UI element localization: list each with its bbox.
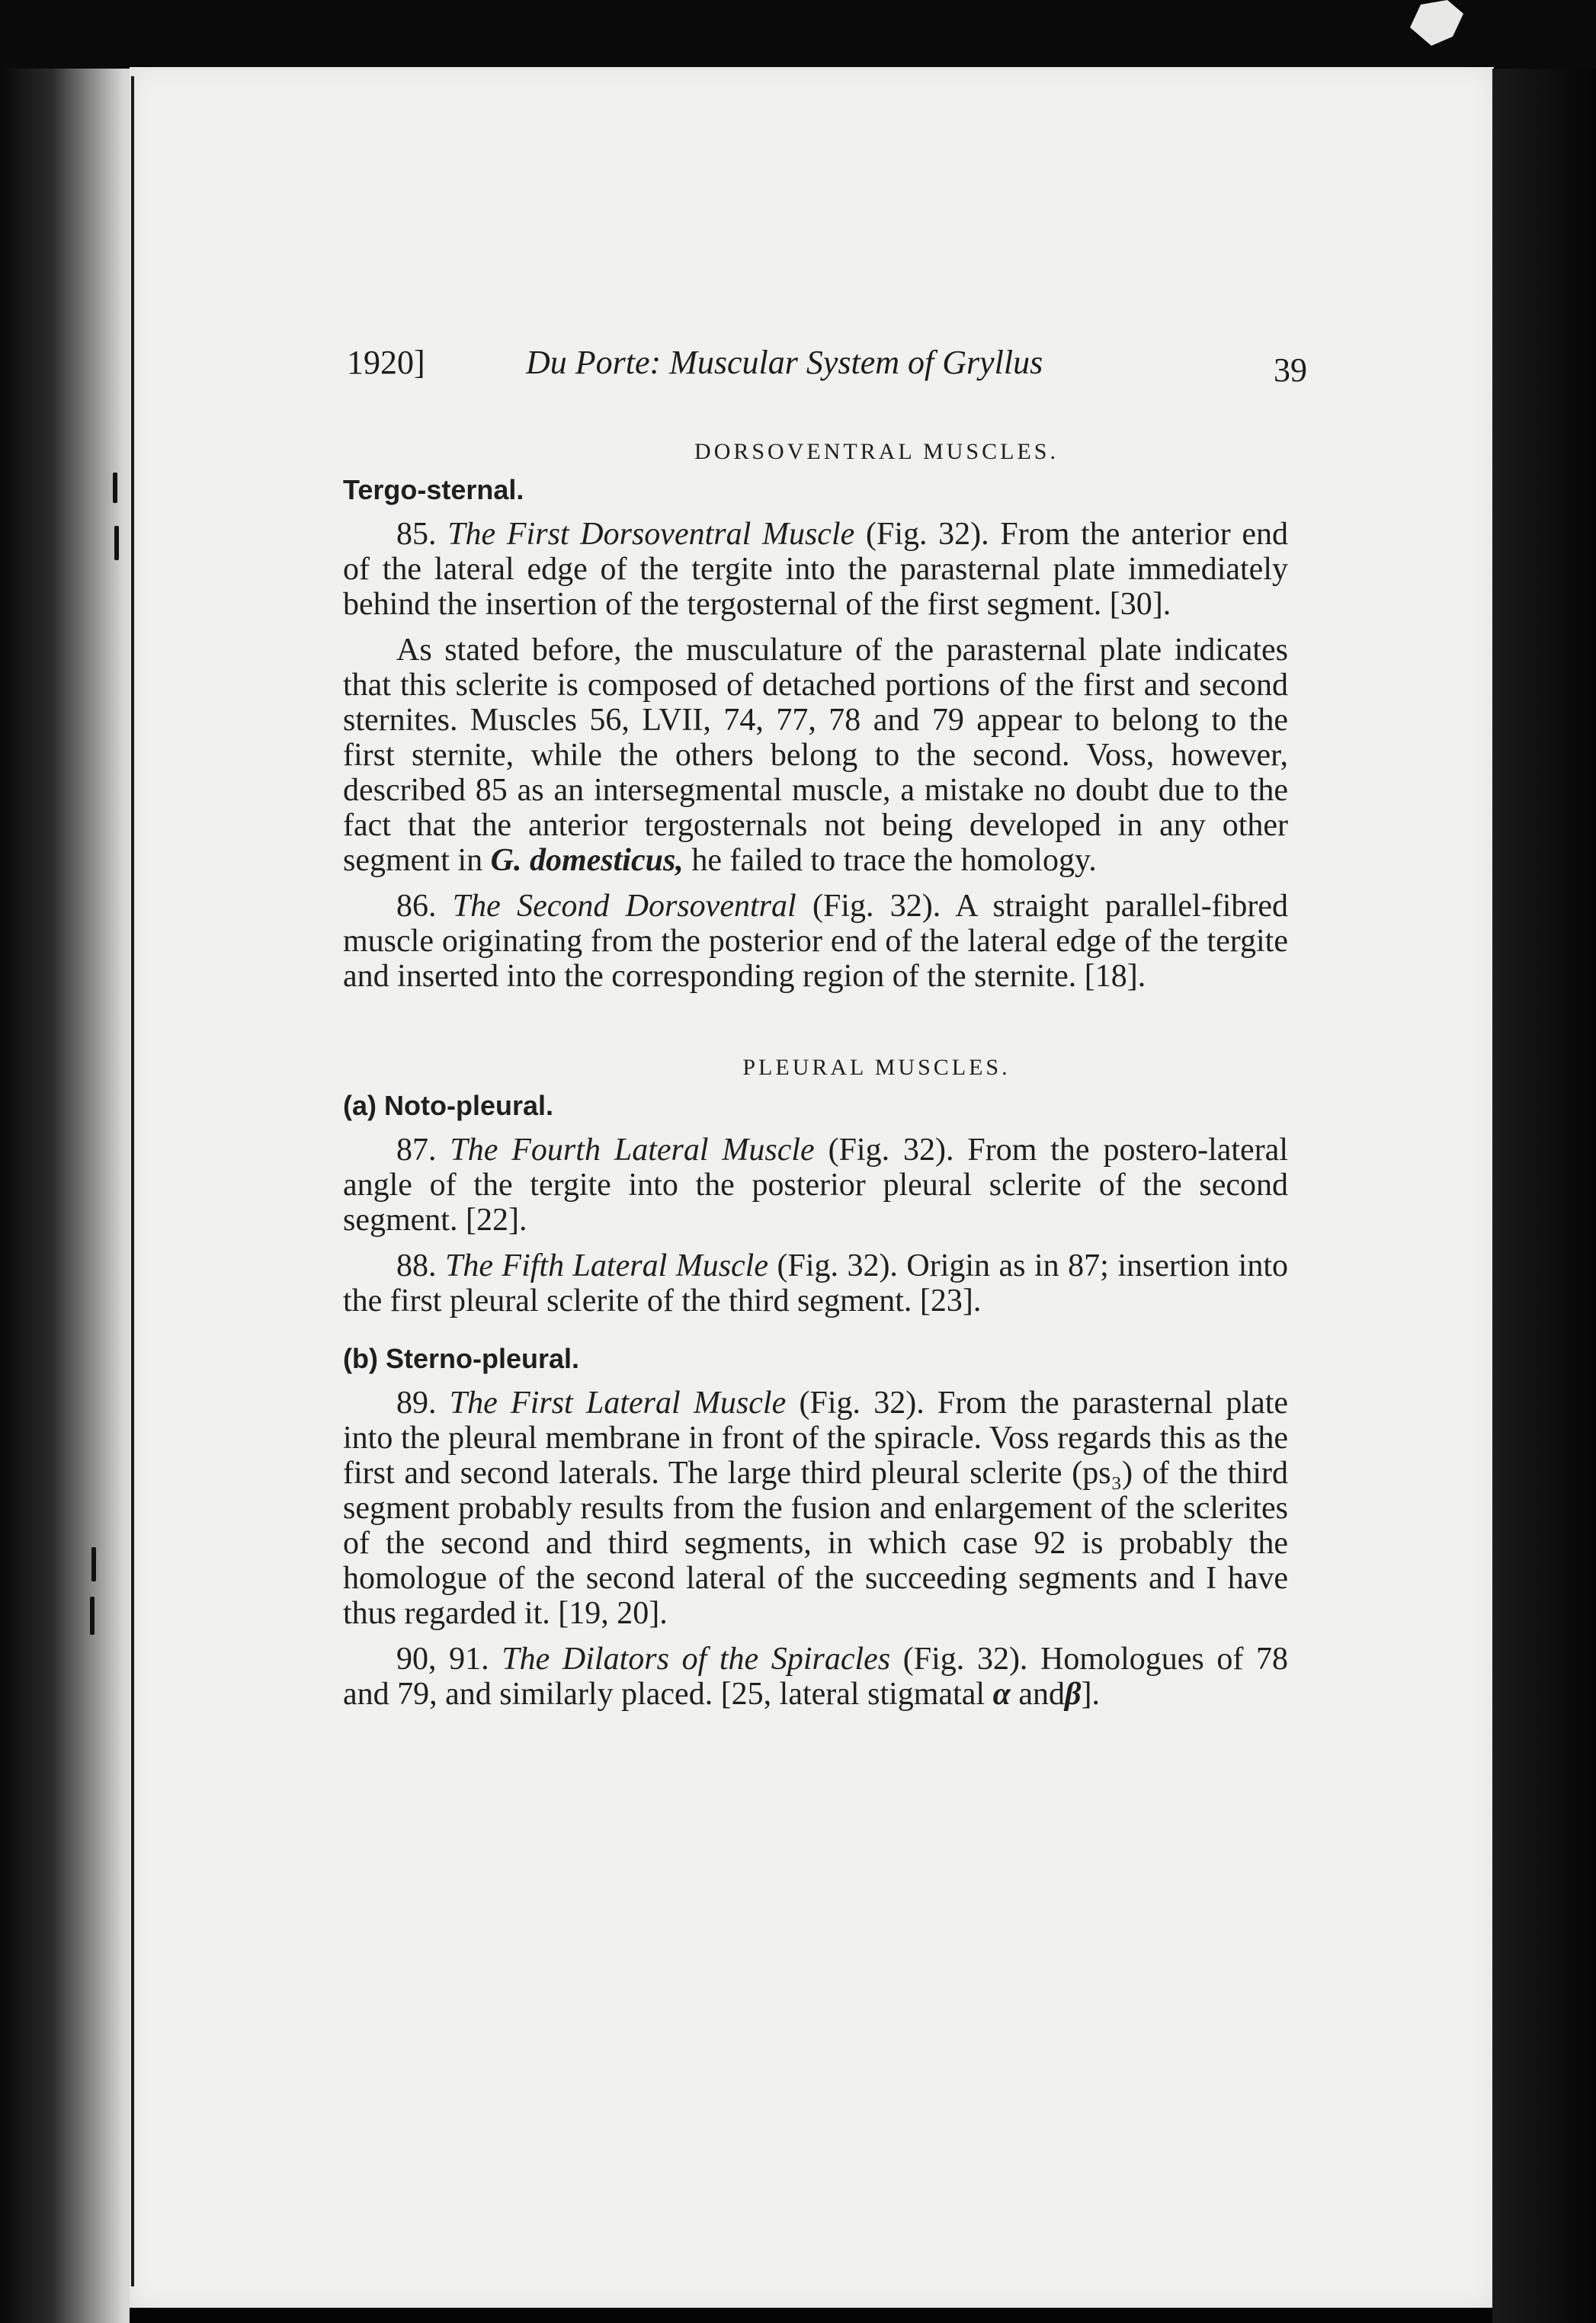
paragraph-85 — [343, 517, 1288, 622]
edge-mark — [113, 473, 117, 503]
paragraph-number: 85. — [396, 517, 437, 552]
muscle-title: The First Dorsoventral Muscle — [447, 517, 855, 552]
paragraph-number: 89. — [396, 1386, 437, 1421]
paragraph-number: 90, 91. — [396, 1642, 489, 1677]
header-year: 1920] — [347, 344, 425, 381]
paragraph-number: 86. — [396, 889, 437, 924]
running-header — [347, 343, 1307, 389]
greek-beta: β — [1064, 1677, 1082, 1712]
subhead-tergo-sternal: Tergo-sternal. — [343, 474, 524, 505]
edge-mark — [114, 526, 119, 560]
paragraph-text: and — [1018, 1677, 1065, 1712]
paragraph-text: (Fig. 32). From the parasternal plate into the pleural membrane in front of the spiracle. Voss regards this as the first and second laterals. The large third pleural sclerite (ps₃) of the third segment probably results from the fusion and enlargement of the sclerites of the second and third segments, in which case 92 is probably the homologue of the second lateral of the succeeding segments and I have thus regarded it. [19, 20]. — [343, 1386, 1289, 1631]
muscle-title: The Dilators of the Spiracles — [502, 1642, 891, 1677]
gutter-line — [131, 76, 134, 2286]
paragraph-text: ]. — [1081, 1677, 1100, 1712]
paragraph-88 — [343, 1248, 1288, 1319]
page-number: 39 — [1274, 351, 1307, 389]
section-heading-pleural: PLEURAL MUSCLES. — [742, 1055, 1011, 1080]
paragraph-86 — [343, 889, 1288, 994]
binding-shadow — [0, 69, 130, 2323]
species-name: G. domesticus, — [490, 843, 684, 878]
muscle-title: The Fifth Lateral Muscle — [444, 1248, 768, 1283]
paragraph-number: 88. — [396, 1248, 437, 1283]
muscle-title: The Fourth Lateral Muscle — [450, 1133, 815, 1168]
running-title: Du Porte: Muscular System of Gryllus — [526, 344, 1043, 381]
section-heading-dorsoventral: DORSOVENTRAL MUSCLES. — [694, 439, 1059, 464]
scan-border-right — [1492, 69, 1596, 2323]
greek-alpha: α — [992, 1677, 1011, 1712]
paragraph-text: (Fig. 32). A straight parallel-fibred muscle originating from the posterior end of the lateral edge of the tergite and inserted into the corresponding region of the sternite. [18]. — [343, 889, 1288, 994]
muscle-title: The First Lateral Muscle — [449, 1386, 787, 1421]
paragraph-stated-before — [343, 633, 1288, 878]
paragraph-text: (Fig. 32). Origin as in 87; insertion into the first pleural sclerite of the third segment. [23]. — [343, 1248, 1289, 1319]
edge-mark — [90, 1597, 95, 1635]
paragraph-text: (Fig. 32). Homologues of 78 and 79, and similarly placed. [25, lateral stigmatal — [343, 1642, 1288, 1712]
paragraph-89 — [343, 1386, 1288, 1631]
paragraph-text: As stated before, the musculature of the parasternal plate indicates that this sclerite is composed of detached portions of the first and second sternites. Muscles 56, LVII, 74, 77, 78 and 79 appear to belong to the first sternite, while the others belong to the second. Voss, however, described 85 as an intersegmental muscle, a mistake no doubt due to the fact that the anterior tergosternals not being developed in any other segment in — [343, 633, 1288, 878]
subhead-sterno-pleural: (b) Sterno-pleural. — [343, 1343, 580, 1374]
page-body — [328, 434, 1288, 1722]
subhead-noto-pleural: (a) Noto-pleural. — [343, 1090, 553, 1121]
edge-mark — [91, 1547, 96, 1581]
paragraph-text: he failed to trace the homology. — [691, 843, 1097, 878]
paragraph-text: (Fig. 32). From the postero-lateral angle of the tergite into the posterior pleural sclerite of the second segment. [22]. — [343, 1133, 1288, 1238]
paragraph-text: (Fig. 32). From the anterior end of the lateral edge of the tergite into the parasternal plate immediately behind the insertion of the tergosternal of the first segment. [30]. — [343, 517, 1289, 622]
paragraph-90-91 — [343, 1642, 1288, 1712]
scan-border-top — [0, 0, 1596, 76]
muscle-title: The Second Dorsoventral — [452, 889, 796, 924]
paragraph-number: 87. — [396, 1133, 437, 1168]
paragraph-87 — [343, 1133, 1288, 1238]
